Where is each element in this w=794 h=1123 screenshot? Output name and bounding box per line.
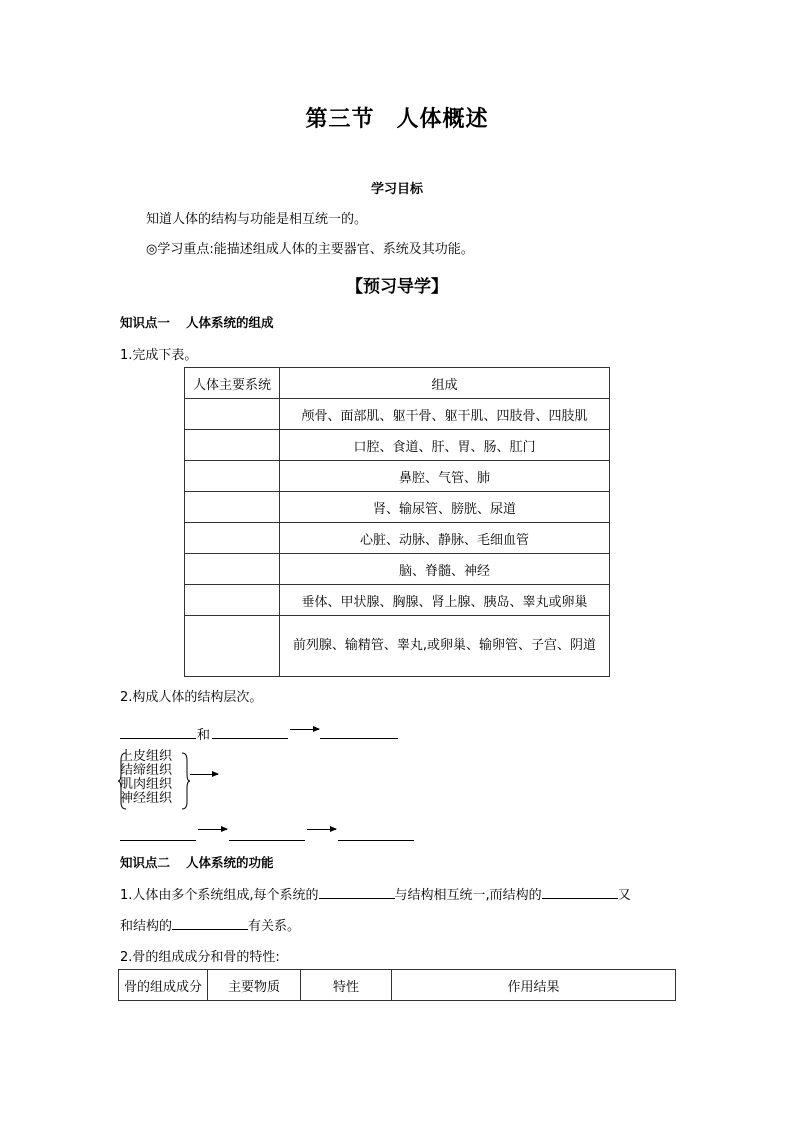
table-header-row (185, 368, 610, 399)
q1-text: 又 (617, 888, 631, 903)
table-header-cell: 作用结果 (392, 970, 676, 1001)
tissue-list (120, 750, 172, 806)
table-header-cell: 骨的组成成分 (119, 970, 208, 1001)
blank-body[interactable] (338, 840, 414, 841)
table-header-cell: 组成 (280, 368, 610, 399)
table-header-cell: 特性 (301, 970, 392, 1001)
table-row (185, 554, 610, 585)
table-row (185, 492, 610, 523)
system-blank-cell[interactable] (185, 492, 280, 523)
blank-cells[interactable] (212, 738, 288, 739)
system-blank-cell[interactable] (185, 554, 280, 585)
table-row (185, 616, 610, 677)
composition-cell: 垂体、甲状腺、胸腺、肾上腺、胰岛、睾丸或卵巢 (280, 585, 610, 616)
right-brace-icon (180, 752, 190, 810)
page-title (0, 102, 794, 133)
blank-cell[interactable] (120, 738, 196, 739)
arrow-icon (190, 774, 218, 775)
table-header-row (119, 970, 676, 1001)
section-heading: 【预习导学】 (346, 277, 448, 297)
blank-structure-1[interactable] (542, 886, 618, 899)
title-section-number: 第三节 (305, 107, 375, 132)
arrow-icon (307, 829, 336, 830)
composition-cell: 颅骨、面部肌、躯干骨、躯干肌、四肢骨、四肢肌 (280, 399, 610, 430)
kp2-heading (120, 853, 274, 871)
kp2-label: 知识点二 (120, 855, 171, 870)
table-row (185, 585, 610, 616)
composition-cell: 脑、脊髓、神经 (280, 554, 610, 585)
table-row (185, 399, 610, 430)
bone-table (118, 969, 676, 1001)
arrow-icon (198, 829, 227, 830)
system-blank-cell[interactable] (185, 430, 280, 461)
table-row (185, 430, 610, 461)
kp1-question-1: 1.完成下表。 (120, 348, 198, 363)
system-blank-cell[interactable] (185, 616, 280, 677)
composition-cell: 鼻腔、气管、肺 (280, 461, 610, 492)
tissue-item: 神经组织 (120, 791, 173, 806)
composition-cell: 肾、输尿管、膀胱、尿道 (280, 492, 610, 523)
kp1-question-2: 2.构成人体的结构层次。 (120, 690, 263, 705)
kp1-heading (120, 313, 274, 331)
table-header-cell: 主要物质 (208, 970, 301, 1001)
systems-table (184, 367, 610, 677)
system-blank-cell[interactable] (185, 399, 280, 430)
blank-tissues[interactable] (320, 738, 398, 739)
blank-structure-2[interactable] (172, 917, 248, 930)
and-text: 和 (197, 728, 211, 743)
blank-organ[interactable] (120, 840, 196, 841)
arrow-icon (290, 729, 319, 730)
system-blank-cell[interactable] (185, 585, 280, 616)
composition-cell: 口腔、食道、肝、胃、肠、肛门 (280, 430, 610, 461)
q1-text: 有关系。 (248, 919, 301, 934)
tissue-item: 肌肉组织 (120, 777, 173, 792)
kp2-q1-line1 (120, 884, 631, 903)
q1-text: 1.人体由多个系统组成,每个系统的 (120, 888, 319, 903)
table-row (185, 523, 610, 554)
goal-item-2: ◎学习重点:能描述组成人体的主要器官、系统及其功能。 (146, 242, 474, 257)
table-row (185, 461, 610, 492)
kp1-label: 知识点一 (120, 315, 171, 330)
q1-text: 与结构相互统一,而结构的 (394, 888, 542, 903)
kp2-q1-line2 (120, 915, 300, 934)
composition-cell: 前列腺、输精管、睾丸,或卵巢、输卵管、子宫、阴道 (280, 616, 610, 677)
kp1-title: 人体系统的组成 (186, 315, 274, 330)
goal-item-1: 知道人体的结构与功能是相互统一的。 (146, 212, 368, 227)
blank-system[interactable] (229, 840, 305, 841)
composition-cell: 心脏、动脉、静脉、毛细血管 (280, 523, 610, 554)
blank-function[interactable] (319, 886, 395, 899)
q1-text: 和结构的 (120, 919, 173, 934)
system-blank-cell[interactable] (185, 461, 280, 492)
tissue-item: 上皮组织 (120, 749, 173, 764)
table-header-cell: 人体主要系统 (185, 368, 280, 399)
kp2-title: 人体系统的功能 (186, 855, 274, 870)
title-text: 人体概述 (396, 107, 489, 132)
system-blank-cell[interactable] (185, 523, 280, 554)
tissue-item: 结缔组织 (120, 763, 173, 778)
goals-heading: 学习目标 (370, 182, 423, 197)
kp2-question-2: 2.骨的组成成分和骨的特性: (120, 950, 280, 965)
